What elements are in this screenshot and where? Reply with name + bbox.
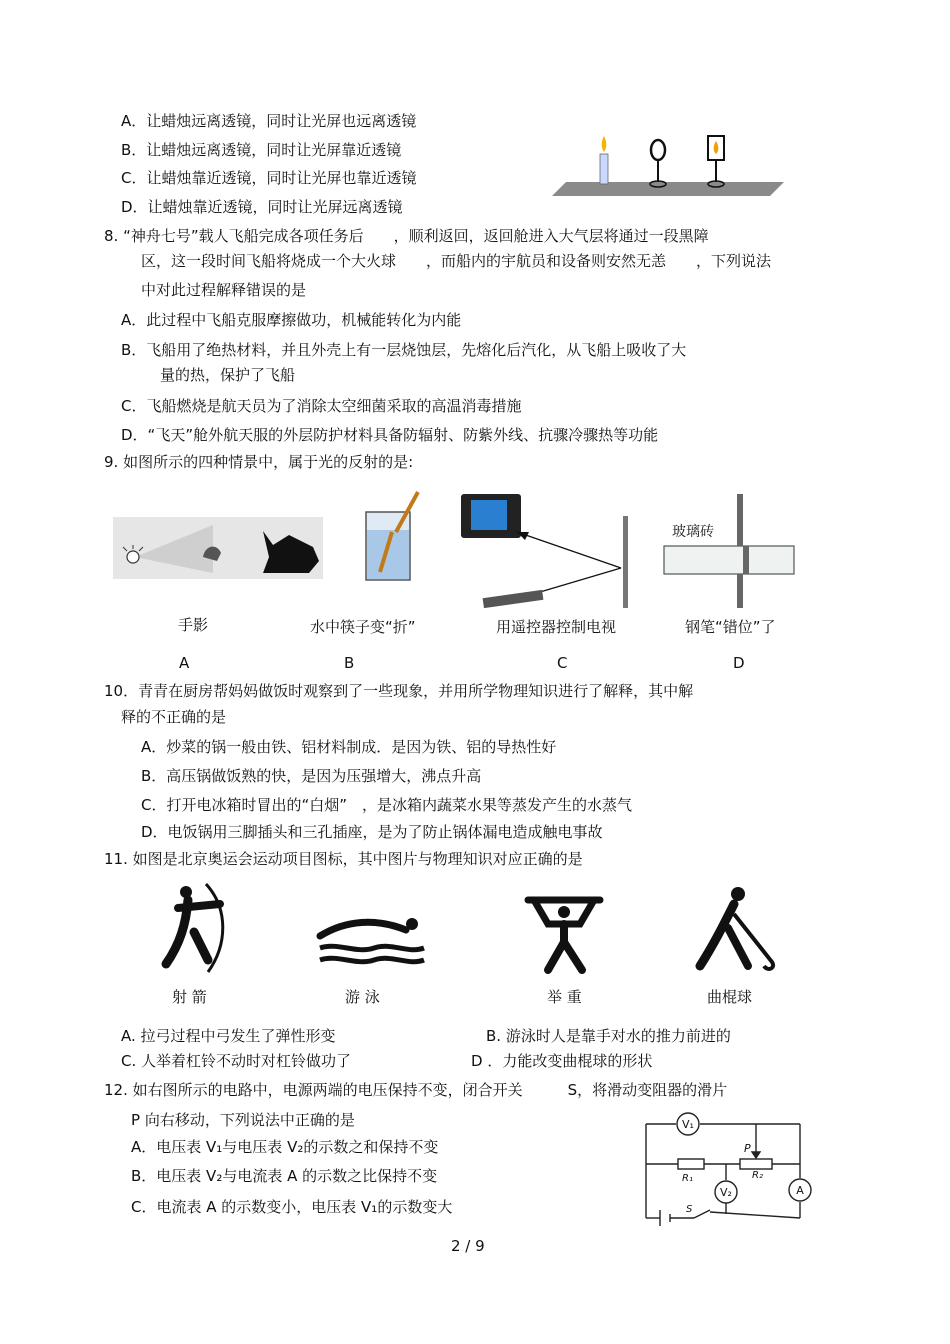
q10-stem-line1: 10．青青在厨房帮妈妈做饭时观察到了一些现象，并用所学物理知识进行了解释，其中解 xyxy=(104,682,694,700)
q9-caption-b: 水中筷子变“折” xyxy=(310,618,416,636)
q9-letter-b: B xyxy=(344,654,355,672)
q8-stem-line1: 8. “神舟七号”载人飞船完成各项任务后 ，顺利返回，返回舱进入大气层将通过一段黑障 xyxy=(104,227,709,245)
archery-pictogram xyxy=(158,880,228,976)
q11-option-b: B. 游泳时人是靠手对水的推力前进的 xyxy=(486,1027,731,1045)
circuit-label-r1: R₁ xyxy=(682,1173,693,1184)
page-number: 2 / 9 xyxy=(451,1237,485,1255)
q11-caption-weightlifting: 举 重 xyxy=(547,988,582,1006)
q7-option-c: C．让蜡烛靠近透镜，同时让光屏也靠近透镜 xyxy=(121,169,417,187)
q11-option-c: C. 人举着杠铃不动时对杠铃做功了 xyxy=(121,1052,352,1070)
hand-shadow-image xyxy=(113,517,323,579)
q12-stem-line2: P 向右移动，下列说法中正确的是 xyxy=(131,1111,355,1129)
circuit-label-p: P xyxy=(744,1142,751,1155)
q10-stem-line2: 释的不正确的是 xyxy=(121,708,227,726)
circuit-label-r2: R₂ xyxy=(752,1170,763,1181)
q9-caption-d: 钢笔“错位”了 xyxy=(685,618,776,636)
q8-stem-line3: 中对此过程解释错误的是 xyxy=(141,281,307,299)
q8-option-b-line1: B．飞船用了绝热材料，并且外壳上有一层烧蚀层，先熔化后汽化，从飞船上吸收了大 xyxy=(121,341,687,359)
q11-caption-hockey: 曲棍球 xyxy=(707,988,753,1006)
q9-letter-c: C xyxy=(557,654,568,672)
q11-caption-swimming: 游 泳 xyxy=(345,988,380,1006)
q8-option-b-line2: 量的热，保护了飞船 xyxy=(160,366,296,384)
q10-option-b: B．高压锅做饭熟的快，是因为压强增大，沸点升高 xyxy=(141,767,482,785)
q8-option-c: C．飞船燃烧是航天员为了消除太空细菌采取的高温消毒措施 xyxy=(121,397,522,415)
q11-stem: 11. 如图是北京奥运会运动项目图标，其中图片与物理知识对应正确的是 xyxy=(104,850,583,868)
q8-option-d: D．“飞天”舱外航天服的外层防护材料具备防辐射、防紫外线、抗骤冷骤热等功能 xyxy=(121,426,659,444)
q9-caption-a: 手影 xyxy=(178,616,209,634)
q11-option-a: A. 拉弓过程中弓发生了弹性形变 xyxy=(121,1027,336,1045)
circuit-label-s: S xyxy=(686,1204,693,1215)
q12-option-c: C．电流表 A 的示数变小，电压表 V₁的示数变大 xyxy=(131,1198,453,1216)
swimming-pictogram xyxy=(316,914,428,974)
q7-option-a: A．让蜡烛远离透镜，同时让光屏也远离透镜 xyxy=(121,112,417,130)
glass-brick-pen-image xyxy=(660,490,800,610)
chopstick-in-water-image xyxy=(362,490,422,585)
q10-option-a: A．炒菜的锅一般由铁、铝材料制成．是因为铁、铝的导热性好 xyxy=(141,738,557,756)
q11-caption-archery: 射 箭 xyxy=(172,988,207,1006)
q7-option-d: D．让蜡烛靠近透镜，同时让光屏远离透镜 xyxy=(121,198,403,216)
q12-stem-line1: 12. 如右图所示的电路中，电源两端的电压保持不变，闭合开关 S，将滑动变阻器的滑片 xyxy=(104,1081,728,1099)
tv-remote-image xyxy=(455,488,635,612)
weightlifting-pictogram xyxy=(524,890,604,980)
q9-stem: 9. 如图所示的四种情景中，属于光的反射的是: xyxy=(104,453,414,471)
q9-letter-a: A xyxy=(179,654,190,672)
circuit-diagram xyxy=(640,1108,818,1226)
circuit-label-v2: V₂ xyxy=(720,1186,732,1199)
hockey-pictogram xyxy=(694,884,780,976)
q12-option-a: A．电压表 V₁与电压表 V₂的示数之和保持不变 xyxy=(131,1138,439,1156)
q7-option-b: B．让蜡烛远离透镜，同时让光屏靠近透镜 xyxy=(121,141,402,159)
q8-stem-line2: 区，这一段时间飞船将烧成一个大火球 ，而船内的宇航员和设备则安然无恙 ，下列说法 xyxy=(141,252,772,270)
circuit-label-a: A xyxy=(796,1184,804,1197)
q9-caption-c: 用遥控器控制电视 xyxy=(496,618,617,636)
optical-bench-figure xyxy=(548,130,788,200)
glass-brick-label: 玻璃砖 xyxy=(672,524,714,540)
q8-option-a: A．此过程中飞船克服摩擦做功，机械能转化为内能 xyxy=(121,311,462,329)
q12-option-b: B．电压表 V₂与电流表 A 的示数之比保持不变 xyxy=(131,1167,438,1185)
circuit-label-v1: V₁ xyxy=(682,1118,694,1131)
q10-option-c: C．打开电冰箱时冒出的“白烟” ，是冰箱内蔬菜水果等蒸发产生的水蒸气 xyxy=(141,796,633,814)
q10-option-d: D．电饭锅用三脚插头和三孔插座，是为了防止锅体漏电造成触电事故 xyxy=(141,823,603,841)
q9-letter-d: D xyxy=(733,654,745,672)
q11-option-d: D ．力能改变曲棍球的形状 xyxy=(471,1052,653,1070)
